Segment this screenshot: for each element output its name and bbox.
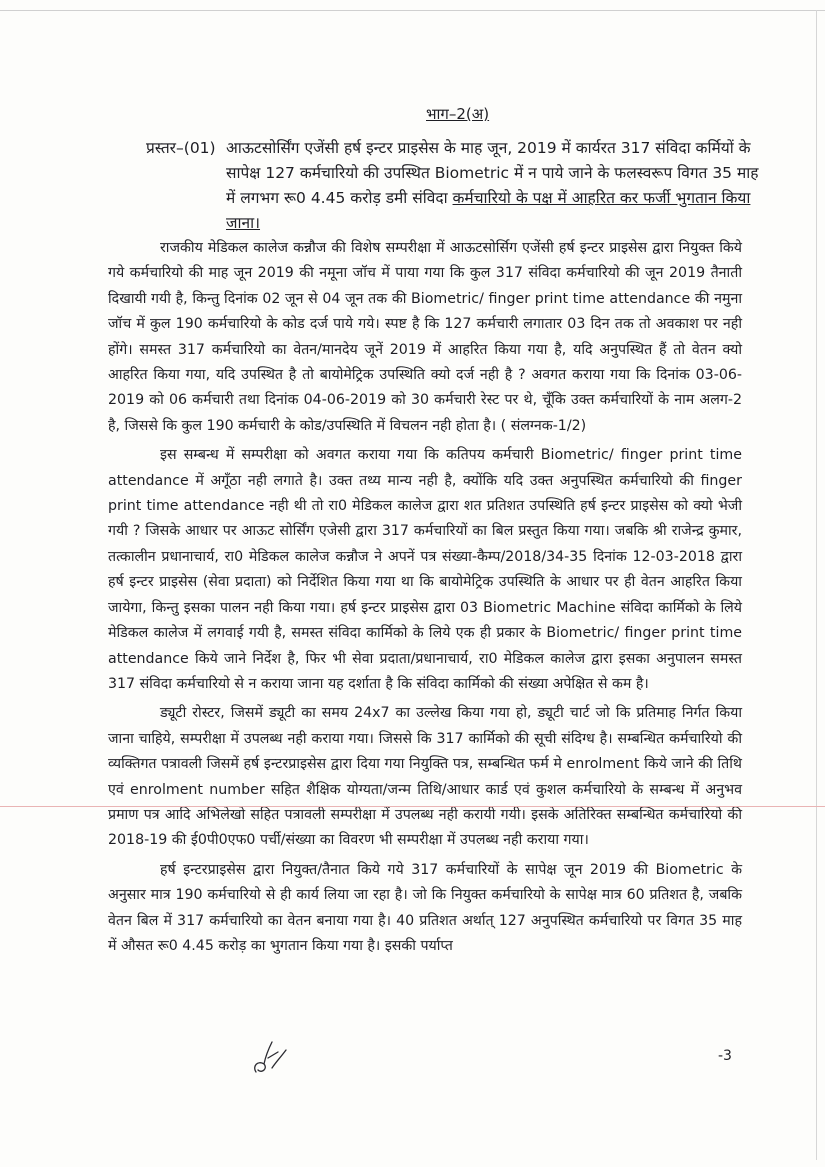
page-number: -3	[718, 1048, 732, 1064]
paragraph-3: ड्यूटी रोस्टर, जिसमें ड्यूटी का समय 24x7 का उल्लेख किया गया हो, ड्यूटी चार्ट जो कि प्रतिमाह निर्गत किया जाना चाहिये, सम्परीक्षा में उपलब्ध नही कराया गया। जिससे कि 317 कार्मिको की सूची संदिग्ध है। सम्बन्धित कर्मचारियो की व्यक्तिगत पत्रावली जिसमें हर्ष इन्टरप्राइसेस द्वारा दिया गया नियुक्ति पत्र, सम्बन्धित फर्म मे enrolment किये जाने की तिथि एवं enrolment number सहित शैक्षिक योग्यता/जन्म तिथि/आधार कार्ड एवं कुशल कर्मचारियो के सम्बन्ध में अनुभव प्रमाण पत्र आदि अभिलेखो सहित पत्रावली सम्परीक्षा में उपलब्ध नही करायी गयी। इसके अतिरिक्त सम्बन्धित कर्मचारियो की 2018-19 की ई0पी0एफ0 पर्ची/संख्या का विवरण भी सम्परीक्षा में उपलब्ध नही कराया गया।	[108, 705, 742, 849]
subject-text-main: आऊटसोर्सिंग एजेंसी हर्ष इन्टर प्राइसेस के माह जून, 2019 में कार्यरत 317 संविदा कर्मियों के सापेक्ष 127 कर्मचारियो की उपस्थित Biometric में न पाये जाने के फलस्वरूप विगत 35 माह में लगभग रू0 4.45 करोड़ डमी संविदा	[226, 139, 759, 207]
subject-text-underlined: कर्मचारियो के पक्ष में आहरित कर फर्जी भुगतान किया जाना।	[226, 189, 751, 232]
paragraph-4: हर्ष इन्टरप्राइसेस द्वारा नियुक्त/तैनात किये गये 317 कर्मचारियों के सापेक्ष जून 2019 की Biometric के अनुसार मात्र 190 कर्मचारियो से ही कार्य लिया जा रहा है। जो कि नियुक्त कर्मचारियो के सापेक्ष मात्र 60 प्रतिशत है, जबकि वेतन बिल में 317 कर्मचारियो का वेतन बनाया गया है। 40 प्रतिशत अर्थात् 127 अनुपस्थित कर्मचारियो पर विगत 35 माह में औसत रू0 4.45 करोड़ का भुगतान किया गया है। इसकी पर्याप्त	[108, 861, 742, 954]
subject-label: प्रस्तर–(01)	[146, 139, 216, 157]
signature-mark	[248, 1038, 292, 1078]
scan-edge-right	[816, 10, 817, 1160]
paragraph-1: राजकीय मेडिकल कालेज कन्नौज की विशेष सम्परीक्षा में आऊटसोर्सिग एजेंसी हर्ष इन्टर प्राइसेस द्वारा नियुक्त किये गये कर्मचारियो की माह जून 2019 की नमूना जॉच में पाया गया कि कुल 317 संविदा कर्मचारियो की जून 2019 तैनाती दिखायी गयी है, किन्तु दिनांक 02 जून से 04 जून तक की Biometric/ finger print time attendance की नमुना जॉच में कुल 190 कर्मचारियो के कोड दर्ज पाये गये। स्पष्ट है कि 127 कर्मचारी लगातार 03 दिन तक तो अवकाश पर नही होंगे। समस्त 317 कर्मचारियो का वेतन/मानदेय जूनें 2019 में आहरित किया गया है, यदि अनुपस्थित हैं तो वेतन क्यो आहरित किया गया, यदि उपस्थित है तो बायोमेट्रिक उपस्थिति क्यो दर्ज नही है ? अवगत कराया गया कि दिनांक 03-06-2019 को 06 कर्मचारी तथा दिनांक 04-06-2019 को 30 कर्मचारी रेस्ट पर थे, चूँकि उक्त कर्मचारियों के नाम अलग-2 है, जिससे कि कुल 190 कर्मचारी के कोड/उपस्थिति में विचलन नही होता है। ( संलग्नक-1/2)	[108, 240, 742, 434]
subject-text	[226, 136, 766, 236]
body-text	[108, 236, 742, 963]
paragraph-2: इस सम्बन्ध में सम्परीक्षा को अवगत कराया गया कि कतिपय कर्मचारी Biometric/ finger print time attendance में अगूँठा नही लगाते है। उक्त तथ्य मान्य नही है, क्योंकि यदि उक्त अनुपस्थित कर्मचारियो की finger print time attendance नही थी तो रा0 मेडिकल कालेज द्वारा शत प्रतिशत उपस्थिति हर्ष इन्टर प्राइसेस को क्यो भेजी गयी ? जिसके आधार पर आऊट सोर्सिंग एजेसी द्वारा 317 कर्मचारियों का बिल प्रस्तुत किया गया। जबकि श्री राजेन्द्र कुमार, तत्कालीन प्रधानाचार्य, रा0 मेडिकल कालेज कन्नौज ने अपनें पत्र संख्या-कैम्प/2018/34-35 दिनांक 12-03-2018 द्वारा हर्ष इन्टर प्राइसेस (सेवा प्रदाता) को निर्देशित किया गया था कि बायोमेट्रिक उपस्थिति के आधार पर ही वेतन आहरित किया जायेगा, किन्तु इसका पालन नही किया गया। हर्ष इन्टर प्राइसेस द्वारा 03 Biometric Machine संविदा कार्मिको के लिये मेडिकल कालेज में लगवाई गयी है, समस्त संविदा कार्मिको के लिये एक ही प्रकार के Biometric/ finger print time attendance किये जाने निर्देश है, फिर भी सेवा प्रदाता/प्रधानाचार्य, रा0 मेडिकल कालेज द्वारा इसका अनुपालन समस्त 317 संविदा कर्मचारियो से न कराया जाना यह दर्शाता है कि संविदा कार्मिको की संख्या अपेक्षित से कम है।	[108, 447, 742, 692]
section-heading: भाग–2(अ)	[426, 105, 490, 123]
scan-fold-line	[0, 806, 825, 807]
scan-edge-top	[0, 10, 825, 11]
